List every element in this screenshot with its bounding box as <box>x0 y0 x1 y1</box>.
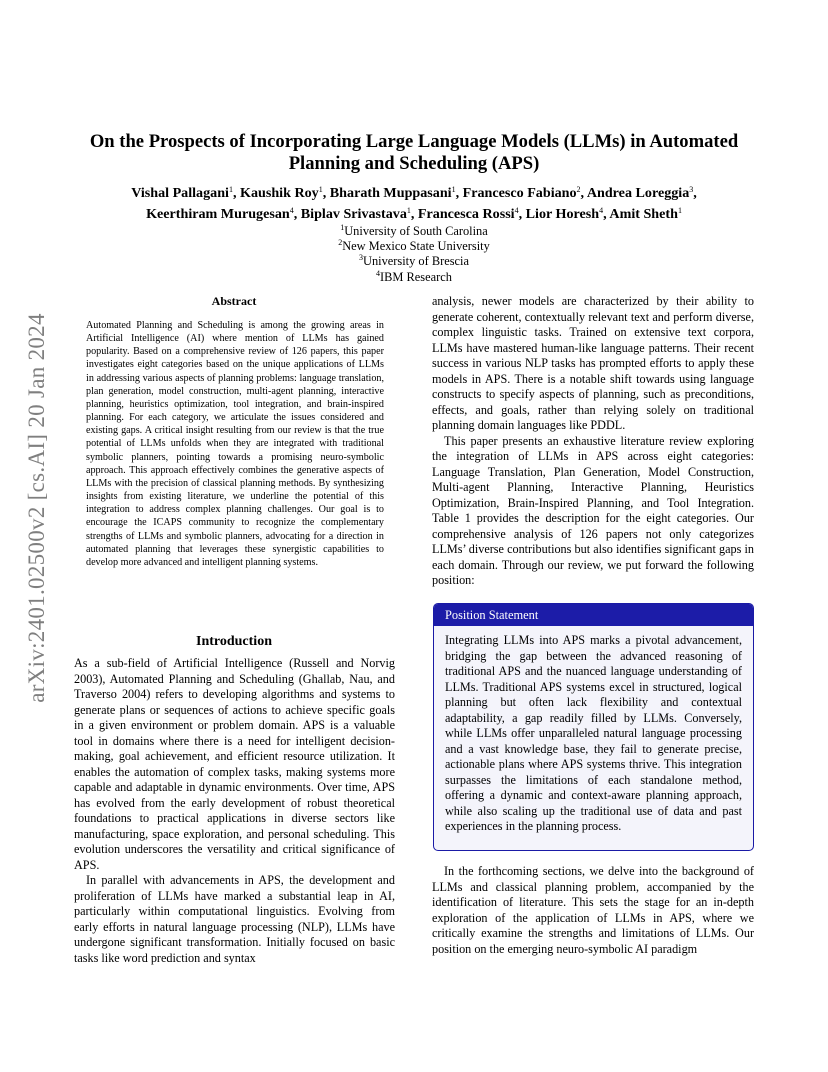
position-statement-box <box>433 603 754 851</box>
intro-paragraph-1: As a sub-field of Artificial Intelligence (Russell and Norvig 2003), Automated Planning and Scheduling (Ghallab, Nau, and Traverso 2004) refers to developing algorithms and systems to generate plans or sequences of actions to achieve specific goals in a given environment or problem domain. APS is a valuable tool in domains where there is a need for intelligent decision-making, goal achievement, and efficient resource utilization. It enables the automation of complex tasks, making systems more capable and adaptable in dynamic environments. Over time, APS has evolved from the early development of robust theoretical foundations to practical applications in diverse sectors like manufacturing, space exploration, and personal scheduling. This evolution underscores the versatility and critical significance of APS. <box>74 656 395 872</box>
author: Amit Sheth$^1$ <box>609 206 682 222</box>
affiliation: $^3$University of Brescia <box>359 253 469 269</box>
author: Francesca Rossi$^4$ <box>417 206 519 222</box>
author: Francesco Fabiano$^2$ <box>462 185 581 201</box>
intro-paragraph-2: In parallel with advancements in APS, the development and proliferation of LLMs have marked a substantial leap in AI, particularly within computational linguistics. Evolving from early efforts in natural language processing (NLP), LLMs have undergone significant transformation. Initially focused on basic tasks like word prediction and syntax <box>74 873 395 965</box>
arxiv-identifier-text: arXiv:2401.02500v2 [cs.AI] 20 Jan 2024 <box>24 313 49 703</box>
affiliation: $^2$New Mexico State University <box>338 238 490 254</box>
author: Keerthiram Murugesan$^4$ <box>146 206 294 222</box>
author: Kaushik Roy$^1$ <box>240 185 323 201</box>
right-column-bottom-text <box>432 864 754 957</box>
intro-paragraph-3: This paper presents an exhaustive literature review exploring the integration of LLMs in APS across eight categories: Language Translation, Plan Generation, Model Construction, Multi-agent Planning, Interactive Planning, Heuristics Optimization, Brain-Inspired Planning, and Tool Integration. Table 1 provides the description for the eight categories. Our comprehensive analysis of 126 papers not only categorizes LLMs’ diverse contributions but also identifies significant gaps in each domain. Through our review, we put forward the following position: <box>432 433 754 587</box>
author: Vishal Pallagani$^1$ <box>131 185 233 201</box>
intro-paragraph-4: In the forthcoming sections, we delve into the background of LLMs and classical planning problem, accompanied by the identification of literature. This sets the stage for an in-depth exploration of the application of LLMs in APS, where we critically examine the strengths and limitations of LLMs. Our position on the emerging neuro-symbolic AI paradigm <box>432 864 754 956</box>
introduction-heading: Introduction <box>196 634 272 649</box>
paper-title: On the Prospects of Incorporating Large Language Models (LLMs) in Automated Planning and Scheduling (APS) <box>89 131 739 174</box>
right-column-text <box>432 294 754 589</box>
affiliation: $^1$University of South Carolina <box>340 223 488 238</box>
author-list: Vishal Pallagani$^1$, Kaushik Roy$^1$, Bharath Muppasani$^1$, Francesco Fabiano$^2$, Andrea Loreggia$^3$, Keerthiram Murugesan$^4$, Biplav Srivastava$^1$, Francesca Rossi$^4$, Lior Horesh$^4$, Amit Sheth$^1$ <box>131 185 697 222</box>
abstract-text: Automated Planning and Scheduling is among the growing areas in Artificial Intelligence (AI) where mention of LLMs has gained popularity. Based on a comprehensive review of 126 papers, this paper investigates eight categories based on the unique applications of LLMs in addressing various aspects of planning problems: language translation, plan generation, model construction, multi-agent planning, interactive planning, heuristics optimization, tool integration, and brain-inspired planning. For each category, we articulate the issues considered and existing gaps. A critical insight resulting from our review is that the true potential of LLMs unfolds when they are integrated with traditional symbolic planners, pointing towards a promising neuro-symbolic approach. This approach effectively combines the generative aspects of LLMs with the precision of classical planning methods. By synthesizing insights from existing literature, we underline the potential of this integration to address complex planning challenges. Our goal is to encourage the ICAPS community to recognize the complementary strengths of LLMs and symbolic planners, advocating for a direction in automated planning that leverages these synergistic capabilities to develop more advanced and intelligent planning systems. <box>86 320 384 568</box>
abstract-heading: Abstract <box>211 294 257 308</box>
author: Bharath Muppasani$^1$ <box>329 185 456 201</box>
affiliation: $^4$IBM Research <box>376 268 452 284</box>
left-column-text <box>74 656 395 966</box>
position-statement-heading: Position Statement <box>434 604 753 626</box>
intro-paragraph-2-continued: analysis, newer models are characterized by their ability to generate coherent, contextually relevant text and perform diverse, complex linguistic tasks. Trained on extensive text corpora, LLMs have mastered human-like language patterns. Their recent success in various NLP tasks has prompted efforts to apply these models in APS. There is a notable shift towards using language constructs to specify aspects of planning, such as preconditions, effects, and goals, rather than relying solely on traditional planning domain languages like PDDL. <box>432 294 754 432</box>
author: Biplav Srivastava$^1$ <box>300 206 411 222</box>
author: Andrea Loreggia$^3$ <box>586 185 694 201</box>
arxiv-identifier <box>22 298 52 718</box>
affiliation-list <box>264 224 564 285</box>
position-statement-text: Integrating LLMs into APS marks a pivotal advancement, bridging the gap between the advanced reasoning of traditional APS and the nuanced language understanding of LLMs. Traditional APS systems excel in structured, logical planning but often lack flexibility and contextual adaptability, a gap readily filled by LLMs. Conversely, while LLMs offer unparalleled natural language processing and a vast knowledge base, they fail to generate precise, actionable plans where APS systems thrive. This integration surpasses the limitations of each standalone method, offering a dynamic and context-aware planning approach, while also scaling up the traditional use of data and past experiences in the planning process. <box>445 633 742 833</box>
author: Lior Horesh$^4$ <box>525 206 604 222</box>
